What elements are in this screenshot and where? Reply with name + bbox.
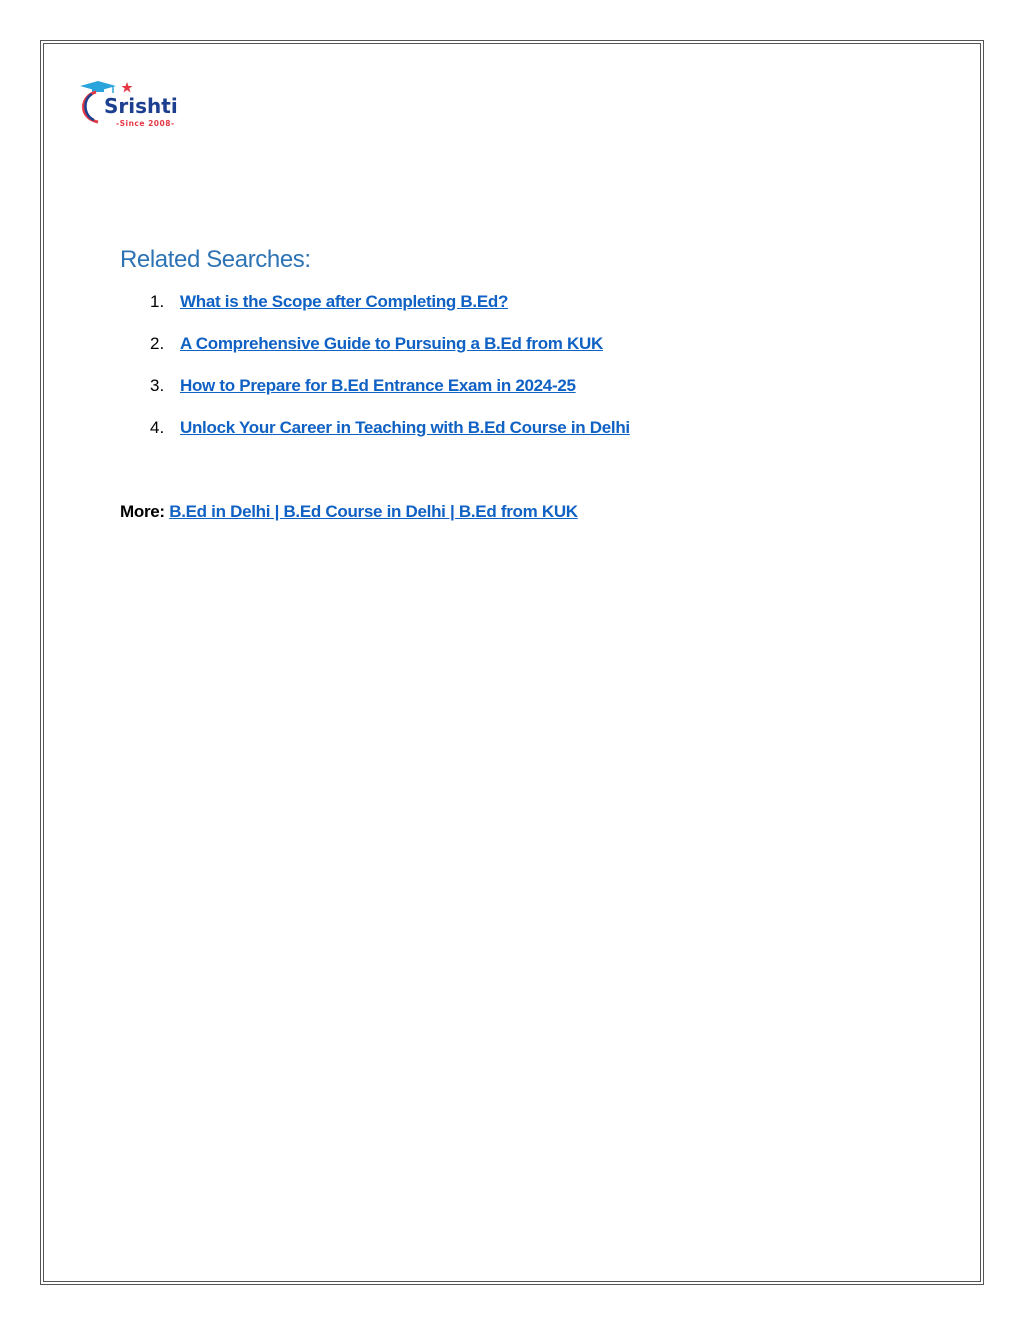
list-item-number: 4. xyxy=(150,418,165,437)
list-item xyxy=(120,374,630,416)
more-links[interactable]: B.Ed in Delhi | B.Ed Course in Delhi | B.Ed from KUK xyxy=(169,502,578,521)
related-searches-list xyxy=(120,290,630,458)
list-item xyxy=(120,416,630,458)
logo-tagline-text: -Since 2008- xyxy=(116,119,175,128)
more-links-line xyxy=(120,500,578,524)
related-link-bed-from-kuk-guide[interactable]: A Comprehensive Guide to Pursuing a B.Ed from KUK xyxy=(180,334,603,353)
more-label: More: xyxy=(120,502,165,521)
list-item xyxy=(120,332,630,374)
list-item xyxy=(120,290,630,332)
page-border-inner xyxy=(43,43,981,1282)
related-link-teaching-career-delhi[interactable]: Unlock Your Career in Teaching with B.Ed Course in Delhi xyxy=(180,418,630,437)
logo-brand-text: Srishti xyxy=(104,94,178,118)
logo-graphic xyxy=(76,78,196,130)
related-link-entrance-exam-prep[interactable]: How to Prepare for B.Ed Entrance Exam in 2024-25 xyxy=(180,376,576,395)
related-searches-heading: Related Searches: xyxy=(120,246,311,273)
list-item-number: 3. xyxy=(150,376,165,395)
star-icon xyxy=(122,82,133,93)
list-item-number: 1. xyxy=(150,292,165,311)
srishti-logo xyxy=(76,78,196,130)
related-link-scope-after-bed[interactable]: What is the Scope after Completing B.Ed? xyxy=(180,292,509,311)
list-item-number: 2. xyxy=(150,334,165,353)
